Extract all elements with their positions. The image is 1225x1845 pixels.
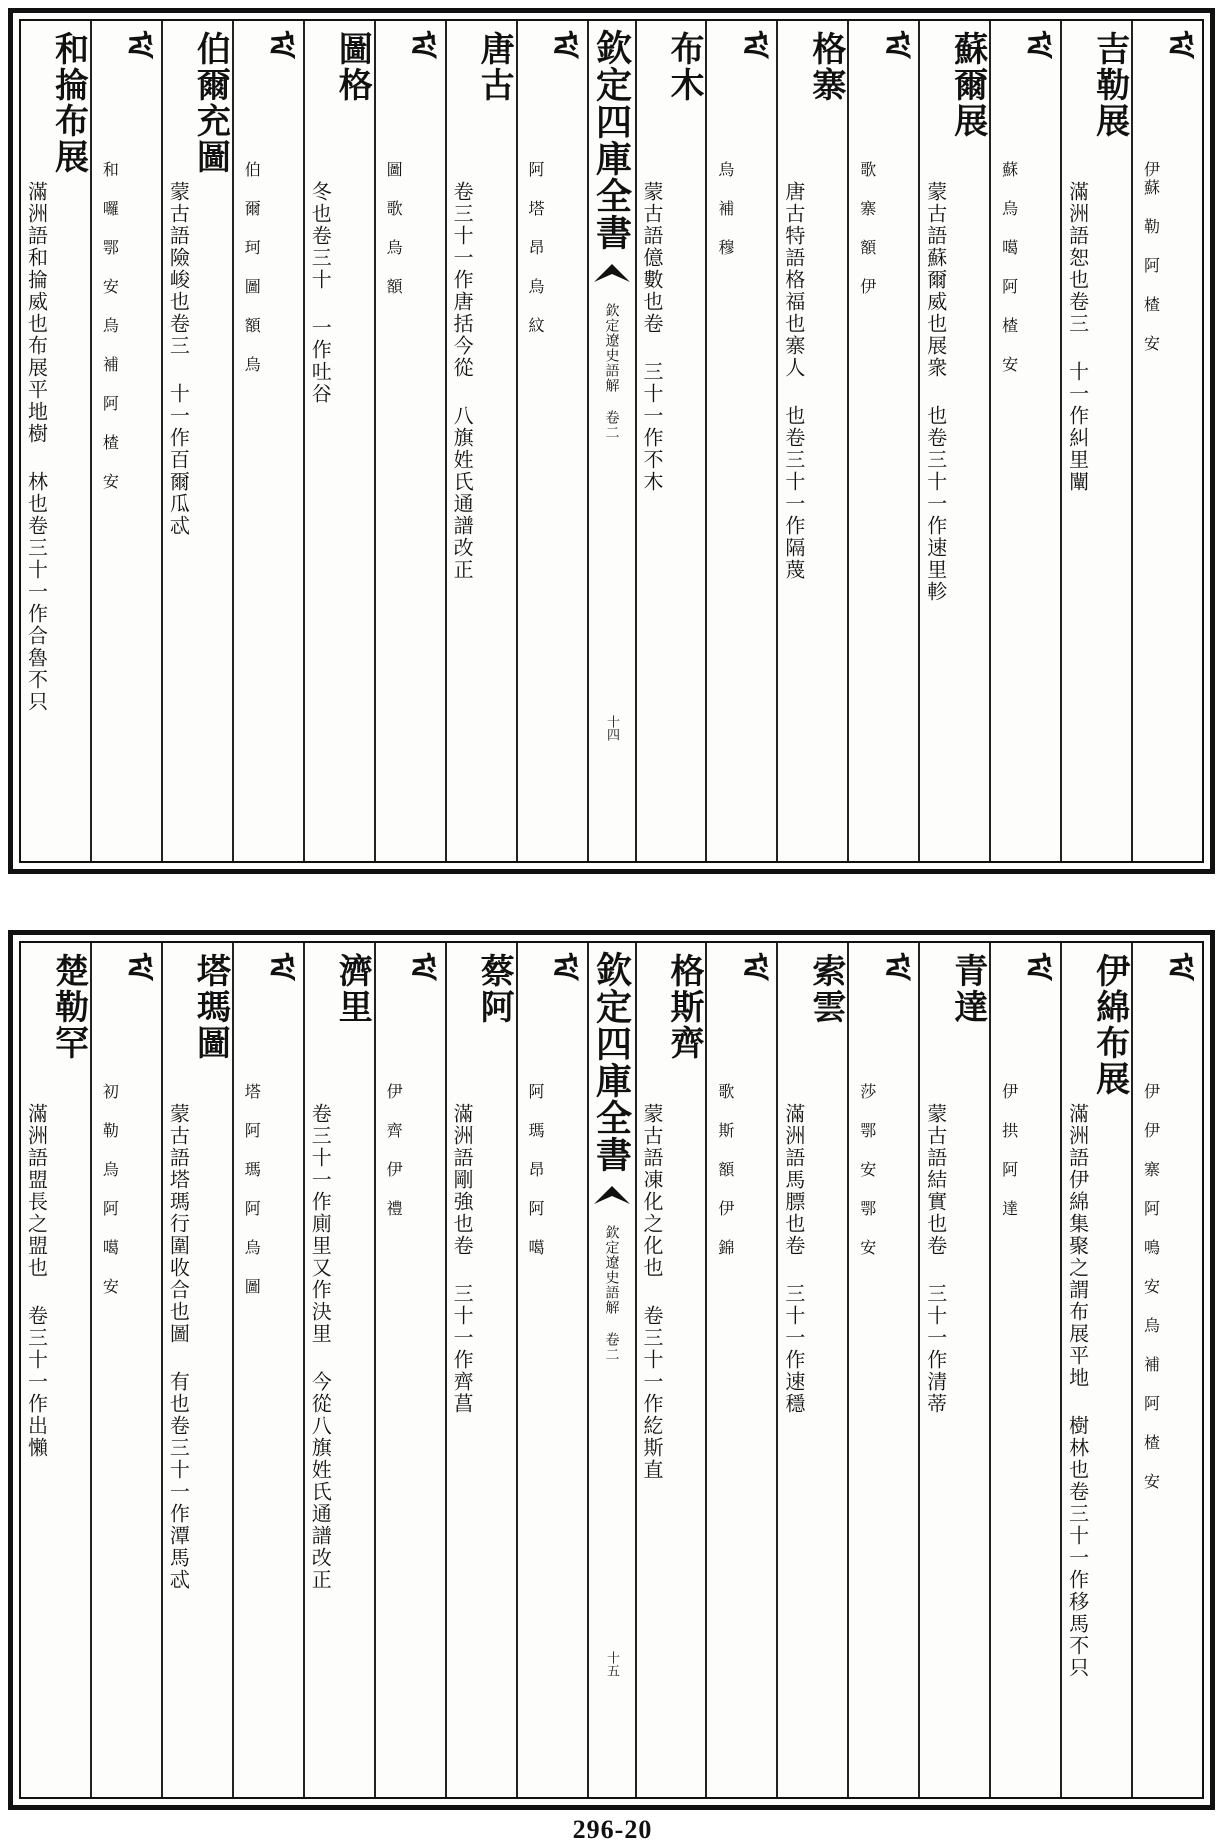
entry-gloss: 蒙古語蘇爾威也展衆 也卷三十一作速里軫	[923, 181, 948, 603]
entry-headword: 伊綿布展	[1089, 953, 1130, 1097]
manchu-script-column	[90, 943, 161, 1797]
manchu-script-glyph: ᠮᡝ	[1160, 953, 1196, 981]
manchu-transcription: 伯 爾 珂 圖 額 烏	[242, 161, 262, 374]
manchu-transcription: 歌 斯 額 伊 錦	[715, 1083, 735, 1257]
bottom-page	[8, 930, 1215, 1810]
manchu-script-column	[374, 21, 445, 861]
manchu-script-glyph: ᠮᡝ	[734, 31, 770, 59]
entry-column	[635, 943, 706, 1797]
manchu-transcription: 伊 伊 寨 阿 鳴 安 烏 補 阿 楂 安	[1141, 1083, 1161, 1491]
manchu-transcription: 歌 寨 額 伊	[857, 161, 877, 296]
entry-headword: 和掄布展	[48, 31, 89, 175]
manchu-script-glyph: ᠮᡝ	[545, 953, 581, 981]
page-footer-number: 296-20	[572, 1815, 653, 1844]
entry-column	[918, 943, 989, 1797]
entry-column	[918, 21, 989, 861]
entry-column	[1060, 21, 1131, 861]
manchu-script-column	[705, 21, 776, 861]
manchu-transcription: 阿 塔 昂 烏 紋	[526, 161, 546, 335]
entry-gloss: 滿洲語馬膘也卷 三十一作速穩	[781, 1103, 806, 1415]
entry-column	[776, 21, 847, 861]
fish-tail-mark-icon	[592, 1183, 632, 1205]
entry-column	[303, 943, 374, 1797]
manchu-transcription: 伊蘇 勒 阿 楂 安	[1141, 161, 1161, 353]
manchu-script-glyph: ᠮᡝ	[119, 953, 155, 981]
manchu-transcription: 伊 拱 阿 達	[999, 1083, 1019, 1218]
center-spine	[587, 21, 635, 861]
manchu-script-column	[516, 21, 587, 861]
manchu-script-column	[847, 21, 918, 861]
fish-tail-mark-icon	[592, 261, 632, 283]
book-subtitle: 欽定遼史語解 卷二	[603, 303, 620, 440]
entry-gloss: 滿洲語剛強也卷 三十一作齊菖	[450, 1103, 475, 1415]
folio-number: 十五	[604, 1651, 619, 1677]
entry-gloss: 滿洲語盟長之盟也 卷三十一作出懶	[24, 1103, 49, 1459]
entry-headword: 布木	[663, 31, 704, 103]
entry-column	[21, 21, 90, 861]
folio-number: 十四	[604, 715, 619, 741]
top-columns	[21, 21, 1202, 861]
entry-headword: 蔡阿	[474, 953, 515, 1025]
entry-headword: 蘇爾展	[947, 31, 988, 139]
entry-headword: 塔瑪圖	[190, 953, 231, 1061]
manchu-script-glyph: ᠮᡝ	[261, 31, 297, 59]
manchu-script-glyph: ᠮᡝ	[1018, 31, 1054, 59]
manchu-transcription: 和 囉 鄂 安 烏 補 阿 楂 安	[100, 161, 120, 491]
entry-headword: 索雲	[805, 953, 846, 1025]
entry-column	[445, 21, 516, 861]
manchu-script-column	[989, 21, 1060, 861]
entry-column	[445, 943, 516, 1797]
manchu-script-glyph: ᠮᡝ	[403, 953, 439, 981]
manchu-script-column	[374, 943, 445, 1797]
manchu-script-column	[847, 943, 918, 1797]
manchu-transcription: 阿 瑪 昂 阿 噶	[526, 1083, 546, 1257]
entry-column	[21, 943, 90, 1797]
entry-gloss: 唐古特語格福也寨人 也卷三十一作隔蔑	[781, 181, 806, 581]
manchu-script-column	[1131, 21, 1202, 861]
manchu-script-glyph: ᠮᡝ	[876, 953, 912, 981]
bottom-columns	[21, 943, 1202, 1797]
manchu-transcription: 烏 補 穆	[715, 161, 735, 257]
manchu-transcription: 伊 齊 伊 禮	[384, 1083, 404, 1218]
book-subtitle: 欽定遼史語解 卷二	[603, 1225, 620, 1362]
entry-gloss: 蒙古語億數也卷 三十一作不木	[639, 181, 664, 493]
manchu-script-column	[232, 943, 303, 1797]
entry-column	[303, 21, 374, 861]
manchu-transcription: 蘇 烏 噶 阿 楂 安	[999, 161, 1019, 374]
top-page	[8, 8, 1215, 874]
manchu-transcription: 莎 鄂 安 鄂 安	[857, 1083, 877, 1257]
entry-gloss: 蒙古語凍化之化也 卷三十一作紇斯直	[639, 1103, 664, 1481]
entry-headword: 圖格	[332, 31, 373, 103]
entry-headword: 濟里	[332, 953, 373, 1025]
entry-column	[776, 943, 847, 1797]
entry-headword: 唐古	[474, 31, 515, 103]
manchu-transcription: 塔 阿 瑪 阿 烏 圖	[242, 1083, 262, 1296]
manchu-script-glyph: ᠮᡝ	[403, 31, 439, 59]
entry-column	[161, 21, 232, 861]
entry-column	[161, 943, 232, 1797]
book-title: 欽定四庫全書	[590, 29, 633, 251]
manchu-script-glyph: ᠮᡝ	[261, 953, 297, 981]
entry-gloss: 滿洲語恕也卷三 十一作糾里闡	[1065, 181, 1090, 493]
manchu-script-glyph: ᠮᡝ	[734, 953, 770, 981]
manchu-script-column	[1131, 943, 1202, 1797]
entry-column	[635, 21, 706, 861]
manchu-script-column	[705, 943, 776, 1797]
entry-headword: 伯爾充圖	[190, 31, 231, 175]
entry-gloss: 滿洲語伊綿集聚之謂布展平地 樹林也卷三十一作移馬不只	[1065, 1103, 1090, 1679]
manchu-transcription: 圖 歌 烏 額	[384, 161, 404, 296]
manchu-script-glyph: ᠮᡝ	[119, 31, 155, 59]
entry-gloss: 蒙古語結實也卷 三十一作清蒂	[923, 1103, 948, 1415]
center-spine	[587, 943, 635, 1797]
manchu-script-column	[90, 21, 161, 861]
entry-gloss: 冬也卷三十 一作吐谷	[308, 181, 333, 405]
entry-column	[1060, 943, 1131, 1797]
manchu-transcription: 初 勒 烏 阿 噶 安	[100, 1083, 120, 1296]
manchu-script-glyph: ᠮᡝ	[545, 31, 581, 59]
entry-gloss: 卷三十一作廁里又作決里 今從八旗姓氏通譜改正	[308, 1103, 333, 1591]
manchu-script-column	[232, 21, 303, 861]
entry-gloss: 卷三十一作唐括今從 八旗姓氏通譜改正	[450, 181, 475, 581]
book-title: 欽定四庫全書	[590, 951, 633, 1173]
manchu-script-column	[516, 943, 587, 1797]
entry-headword: 青達	[947, 953, 988, 1025]
manchu-script-glyph: ᠮᡝ	[1160, 31, 1196, 59]
entry-gloss: 滿洲語和掄威也布展平地樹 林也卷三十一作合魯不只	[24, 181, 49, 713]
entry-headword: 格寨	[805, 31, 846, 103]
manchu-script-column	[989, 943, 1060, 1797]
entry-headword: 格斯齊	[663, 953, 704, 1061]
entry-headword: 吉勒展	[1089, 31, 1130, 139]
entry-headword: 楚勒罕	[48, 953, 89, 1061]
manchu-script-glyph: ᠮᡝ	[876, 31, 912, 59]
manchu-script-glyph: ᠮᡝ	[1018, 953, 1054, 981]
entry-gloss: 蒙古語塔瑪行圍收合也圖 有也卷三十一作潭馬忒	[166, 1103, 191, 1591]
entry-gloss: 蒙古語險峻也卷三 十一作百爾瓜忒	[166, 181, 191, 537]
